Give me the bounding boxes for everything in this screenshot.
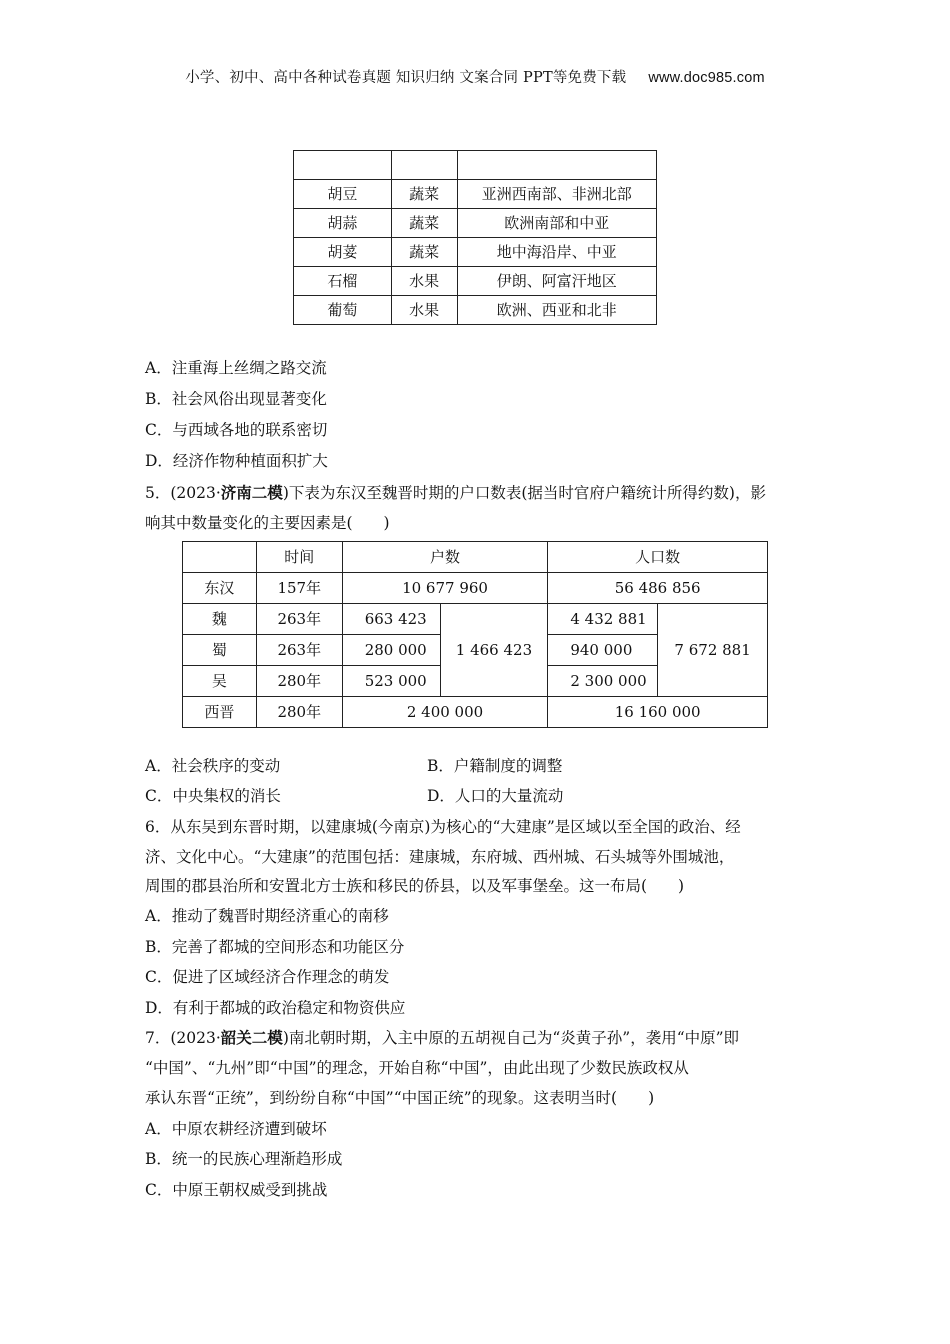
table-cell: 940 000 — [548, 635, 658, 666]
table-row — [183, 542, 768, 573]
table-row — [294, 209, 657, 238]
table-cell: 280 000 — [342, 635, 440, 666]
table-cell: 16 160 000 — [548, 697, 768, 728]
table-cell: 亚洲西南部、非洲北部 — [457, 180, 656, 209]
table-cell: 胡豆 — [294, 180, 392, 209]
table-cell: 石榴 — [294, 267, 392, 296]
table-cell: 4 432 881 — [548, 604, 658, 635]
table-cell: 蔬菜 — [391, 238, 457, 267]
table-cell: 胡蒜 — [294, 209, 392, 238]
table-cell: 欧洲、西亚和北非 — [457, 296, 656, 325]
table-cell: 蜀 — [183, 635, 257, 666]
q6-option-b: B．完善了都城的空间形态和功能区分 — [145, 938, 405, 956]
q4-option-d: D．经济作物种植面积扩大 — [145, 452, 328, 470]
q7-prefix: 7．(2023· — [145, 1029, 221, 1047]
table-cell: 56 486 856 — [548, 573, 768, 604]
q7-option-a: A．中原农耕经济遭到破坏 — [145, 1120, 327, 1138]
crop-origin-table — [293, 150, 657, 325]
q7-source: 韶关二模 — [220, 1028, 283, 1047]
q5-option-b: B．户籍制度的调整 — [427, 757, 563, 775]
table-row — [294, 296, 657, 325]
q6-option-c: C．促进了区域经济合作理念的萌发 — [145, 968, 390, 986]
table-cell: 523 000 — [342, 666, 440, 697]
table-cell: 2 300 000 — [548, 666, 658, 697]
q5-prefix: 5．(2023· — [145, 484, 221, 502]
q7-stem-line1 — [145, 1028, 739, 1048]
q7-option-b: B．统一的民族心理渐趋形成 — [145, 1150, 343, 1168]
table-cell-total-households: 1 466 423 — [440, 604, 548, 697]
table-cell: 157年 — [256, 573, 342, 604]
table-cell: 水果 — [391, 267, 457, 296]
table-cell: 葡萄 — [294, 296, 392, 325]
q5-option-c: C．中央集权的消长 — [145, 787, 281, 805]
table-header-cell — [183, 542, 257, 573]
table-cell: 263年 — [256, 604, 342, 635]
q5-option-d: D．人口的大量流动 — [427, 787, 564, 805]
table-cell — [294, 151, 392, 180]
table-cell: 10 677 960 — [342, 573, 548, 604]
q7-stem-line2: “中国”、“九州”即“中国”的理念，开始自称“中国”，由此出现了少数民族政权从 — [145, 1059, 689, 1077]
q6-stem-line3: 周围的郡县治所和安置北方士族和移民的侨县，以及军事堡垒。这一布局( ) — [145, 877, 685, 895]
q5-option-a: A．社会秩序的变动 — [145, 757, 281, 775]
table-cell: 蔬菜 — [391, 180, 457, 209]
table-cell: 水果 — [391, 296, 457, 325]
table-cell: 263年 — [256, 635, 342, 666]
table-cell: 地中海沿岸、中亚 — [457, 238, 656, 267]
table-header-cell: 时间 — [256, 542, 342, 573]
table-header-cell: 人口数 — [548, 542, 768, 573]
table-cell — [391, 151, 457, 180]
table-row — [294, 238, 657, 267]
table-cell: 280年 — [256, 666, 342, 697]
table-cell: 欧洲南部和中亚 — [457, 209, 656, 238]
table-row — [294, 267, 657, 296]
table-header-cell: 户数 — [342, 542, 548, 573]
table-cell: 吴 — [183, 666, 257, 697]
q4-option-c: C．与西域各地的联系密切 — [145, 421, 328, 439]
q7-line1-rest: )南北朝时期，入主中原的五胡视自己为“炎黄子孙”，袭用“中原”即 — [282, 1029, 740, 1047]
q4-option-b: B．社会风俗出现显著变化 — [145, 390, 327, 408]
table-row — [183, 604, 768, 635]
table-cell-total-population: 7 672 881 — [658, 604, 768, 697]
table-cell: 伊朗、阿富汗地区 — [457, 267, 656, 296]
header-title: 小学、初中、高中各种试卷真题 知识归纳 文案合同 PPT等免费下载 — [185, 70, 627, 86]
q7-option-c: C．中原王朝权威受到挑战 — [145, 1181, 328, 1199]
q4-option-a: A．注重海上丝绸之路交流 — [145, 359, 327, 377]
table-row — [294, 180, 657, 209]
q6-option-d: D．有利于都城的政治稳定和物资供应 — [145, 999, 406, 1017]
q5-line1-rest: )下表为东汉至魏晋时期的户口数表(据当时官府户籍统计所得约数)，影 — [282, 484, 766, 502]
page-header — [0, 66, 950, 87]
q6-option-a: A．推动了魏晋时期经济重心的南移 — [145, 907, 389, 925]
table-cell: 西晋 — [183, 697, 257, 728]
table-cell: 东汉 — [183, 573, 257, 604]
population-table — [182, 541, 768, 728]
table-cell: 胡荽 — [294, 238, 392, 267]
q5-source: 济南二模 — [220, 483, 283, 502]
table-row — [183, 697, 768, 728]
table-cell: 蔬菜 — [391, 209, 457, 238]
q6-stem-line2: 济、文化中心。“大建康”的范围包括：建康城，东府城、西州城、石头城等外围城池， — [145, 848, 735, 866]
header-site-link[interactable]: www.doc985.com — [648, 70, 765, 86]
q5-stem-line2: 响其中数量变化的主要因素是( ) — [145, 514, 390, 532]
q6-stem-line1: 6．从东吴到东晋时期，以建康城(今南京)为核心的“大建康”是区域以至全国的政治、经 — [145, 818, 741, 836]
table-cell: 魏 — [183, 604, 257, 635]
table-cell: 2 400 000 — [342, 697, 548, 728]
q7-stem-line3: 承认东晋“正统”，到纷纷自称“中国”“中国正统”的现象。这表明当时( ) — [145, 1089, 655, 1107]
table-cell: 280年 — [256, 697, 342, 728]
table-row — [294, 151, 657, 180]
table-cell — [457, 151, 656, 180]
table-row — [183, 573, 768, 604]
table-cell: 663 423 — [342, 604, 440, 635]
q5-stem-line1 — [145, 483, 766, 503]
